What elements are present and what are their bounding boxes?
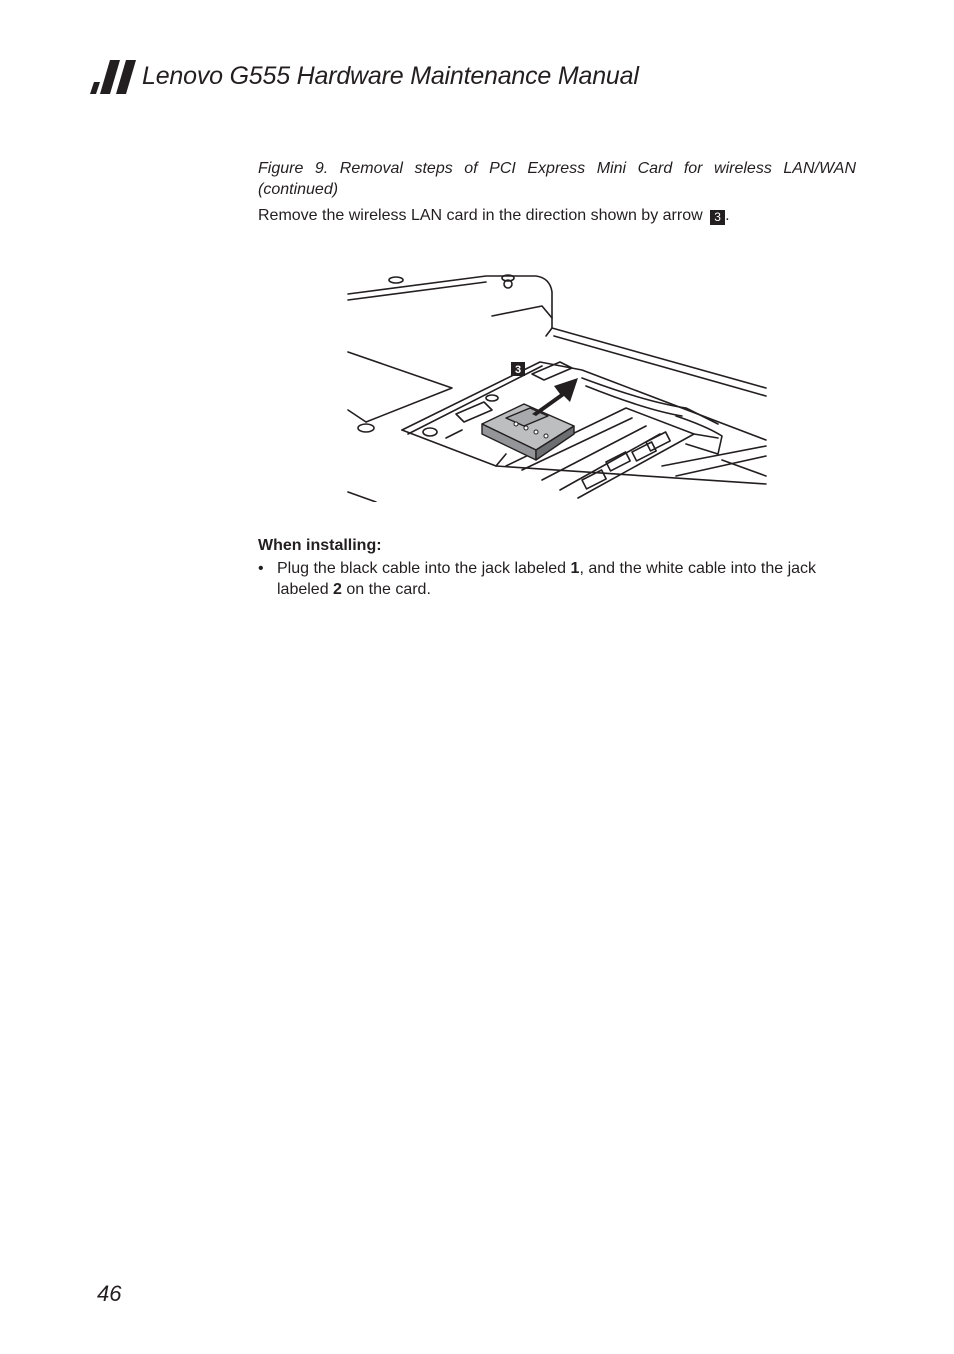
jack-label-2: 2 xyxy=(333,581,342,598)
jack-label-1: 1 xyxy=(570,560,580,577)
installing-bullet xyxy=(258,558,856,600)
figure-step-label: 3 xyxy=(514,364,522,376)
document-title: Lenovo G555 Hardware Maintenance Manual xyxy=(142,62,639,90)
instruction-text: Remove the wireless LAN card in the direction shown by arrow xyxy=(258,207,703,224)
page-number: 46 xyxy=(97,1281,122,1306)
figure-caption: Figure 9. Removal steps of PCI Express Mini Card for wireless LAN/WAN (continued) xyxy=(258,160,856,198)
bullet-part-3: on the card. xyxy=(341,581,431,598)
instruction-end: . xyxy=(725,207,730,224)
bullet-part-2: , and the white cable into the jack labeled xyxy=(277,560,817,598)
when-installing-heading: When installing: xyxy=(258,537,382,554)
bullet-text xyxy=(277,558,856,600)
wireless-lan-removal-figure xyxy=(346,266,768,502)
bullet-icon: • xyxy=(258,560,264,577)
step-number-badge: 3 xyxy=(710,210,725,225)
removal-arrow-icon xyxy=(532,378,578,416)
bullet-part-1: Plug the black cable into the jack labeled xyxy=(277,560,571,577)
manual-logo-icon xyxy=(90,60,136,94)
page-header xyxy=(90,58,790,98)
removal-instruction xyxy=(258,205,856,226)
